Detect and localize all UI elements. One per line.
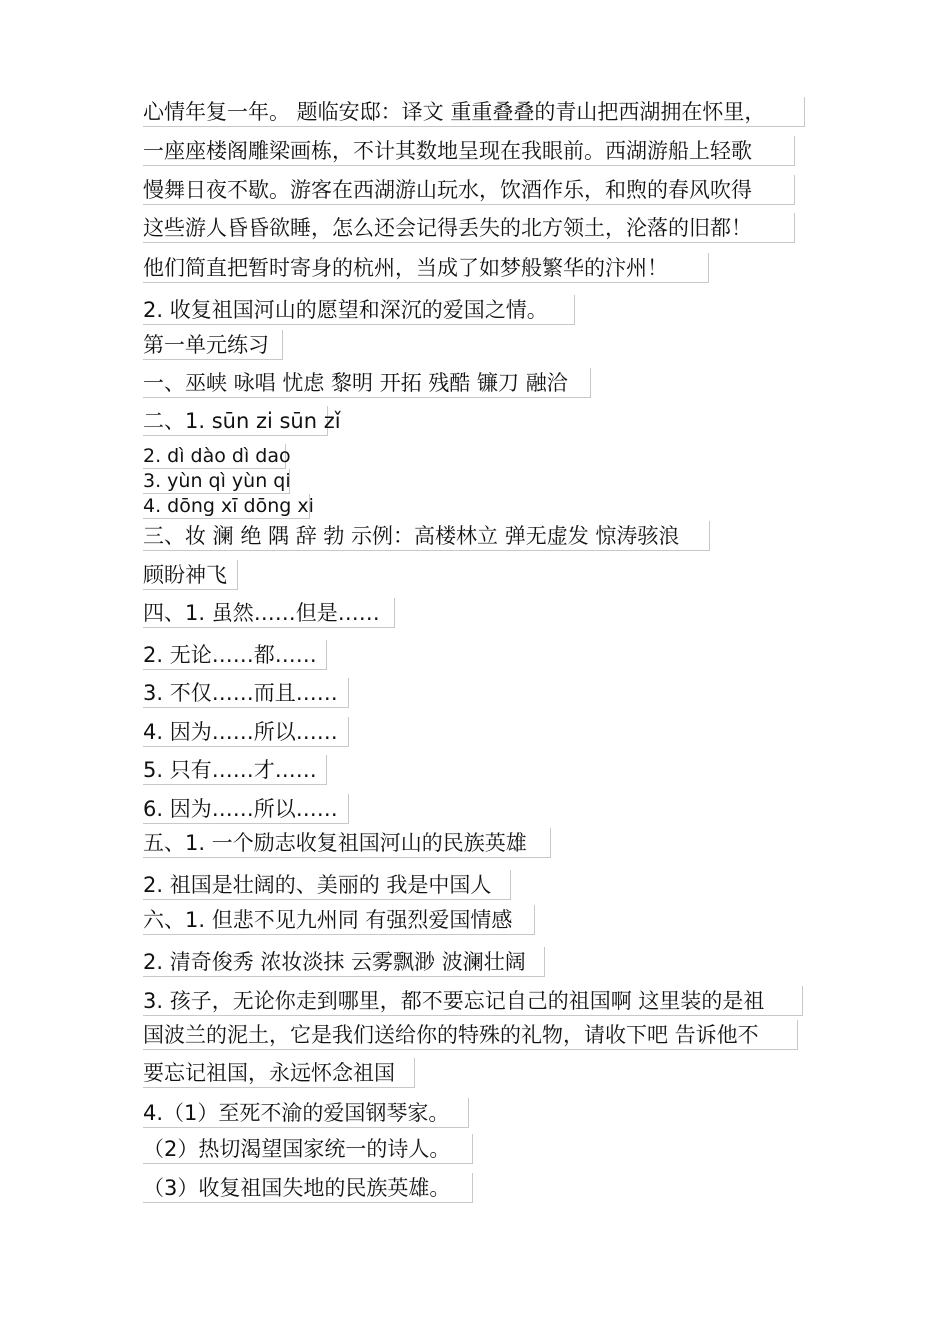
exercise-6-line-8: （3）收复祖国失地的民族英雄。	[143, 1173, 473, 1203]
exercise-6-line-6: 4.（1）至死不渝的爱国钢琴家。	[143, 1098, 469, 1128]
exercise-4-line-3: 3. 不仅……而且……	[143, 678, 349, 708]
text-line-1: 心情年复一年。 题临安邸：译文 重重叠叠的青山把西湖拥在怀里，	[143, 97, 805, 127]
text-line-4: 这些游人昏昏欲睡，怎么还会记得丢失的北方领土，沦落的旧都！	[143, 213, 795, 243]
text-line-3: 慢舞日夜不歇。游客在西湖游山玩水，饮酒作乐，和煦的春风吹得	[143, 175, 795, 205]
exercise-4-line-2: 2. 无论……都……	[143, 640, 327, 670]
exercise-6-line-5: 要忘记祖国，永远怀念祖国	[143, 1058, 415, 1088]
exercise-5-line-2: 2. 祖国是壮阔的、美丽的 我是中国人	[143, 870, 511, 900]
section-heading-unit-1: 第一单元练习	[143, 330, 283, 360]
exercise-3-line-2: 顾盼神飞	[143, 560, 238, 590]
exercise-2-line-3: 3. yùn qì yùn qi	[143, 470, 291, 492]
exercise-6-line-2: 2. 清奇俊秀 浓妆淡抹 云雾飘渺 波澜壮阔	[143, 947, 545, 977]
exercise-6-line-7: （2）热切渴望国家统一的诗人。	[143, 1134, 473, 1164]
exercise-4-line-1: 四、1. 虽然……但是……	[143, 598, 395, 628]
exercise-5-line-1: 五、1. 一个励志收复祖国河山的民族英雄	[143, 828, 551, 858]
exercise-6-line-1: 六、1. 但悲不见九州同 有强烈爱国情感	[143, 905, 535, 935]
exercise-6-line-3: 3. 孩子，无论你走到哪里，都不要忘记自己的祖国啊 这里装的是祖	[143, 986, 803, 1016]
exercise-4-line-6: 6. 因为……所以……	[143, 794, 349, 824]
text-line-2: 一座座楼阁雕梁画栋，不计其数地呈现在我眼前。西湖游船上轻歌	[143, 136, 795, 166]
text-line-5: 他们简直把暂时寄身的杭州，当成了如梦般繁华的汴州！	[143, 253, 709, 283]
exercise-4-line-4: 4. 因为……所以……	[143, 717, 349, 747]
exercise-2-line-2: 2. dì dào dì dao	[143, 445, 291, 467]
exercise-6-line-4: 国波兰的泥土，它是我们送给你的特殊的礼物，请收下吧 告诉他不	[143, 1020, 798, 1050]
exercise-1-line: 一、巫峡 咏唱 忧虑 黎明 开拓 残酷 镰刀 融洽	[143, 368, 591, 398]
exercise-3-line-1: 三、妆 澜 绝 隅 辞 勃 示例：高楼林立 弹无虚发 惊涛骇浪	[143, 521, 710, 551]
exercise-4-line-5: 5. 只有……才……	[143, 755, 327, 785]
exercise-2-line-4: 4. dōng xī dōng xi	[143, 495, 314, 517]
answer-2-line: 2. 收复祖国河山的愿望和深沉的爱国之情。	[143, 295, 575, 325]
exercise-2-line-1: 二、1. sūn zi sūn zǐ	[143, 406, 328, 436]
